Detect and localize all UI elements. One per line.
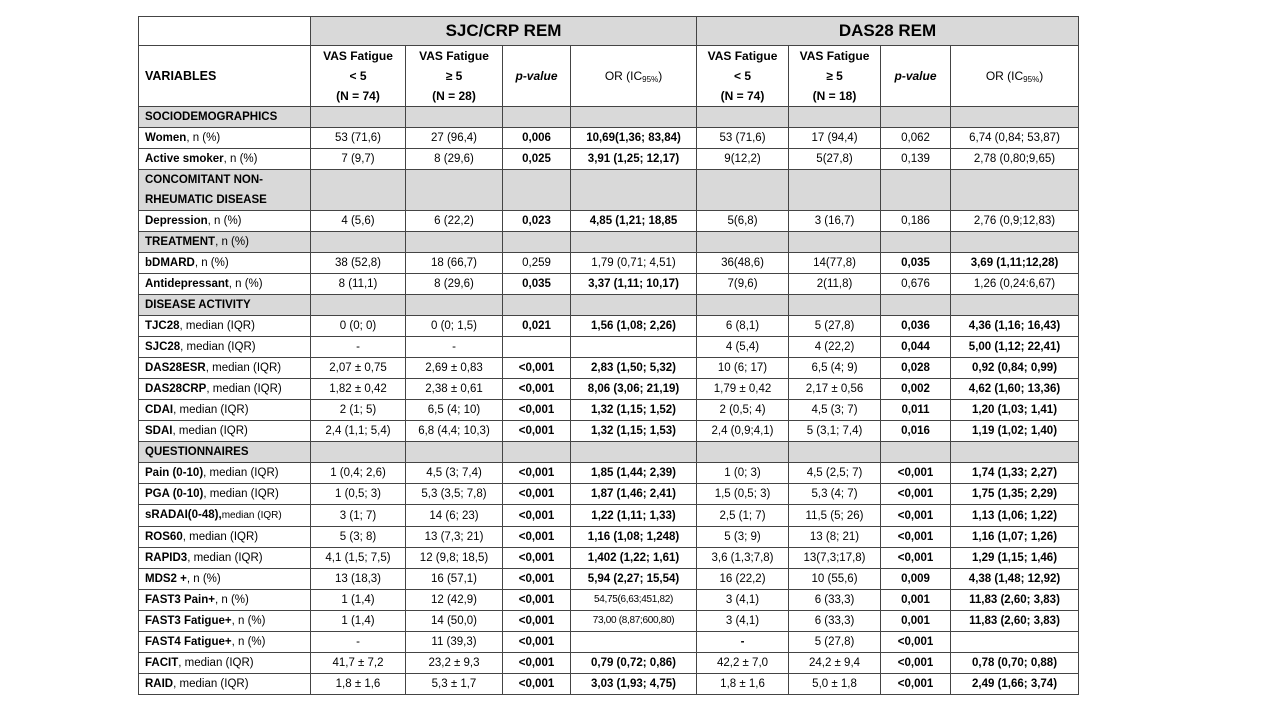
col-header-vas-lt5-das: VAS Fatigue < 5 (N = 74) <box>697 46 789 107</box>
table-row <box>139 400 1079 421</box>
cell-vas-ge5-sjc: 6,5 (4; 10) <box>406 400 503 421</box>
col-header-vas-lt5-sjc: VAS Fatigue < 5 (N = 74) <box>311 46 406 107</box>
cell-or-das: 2,49 (1,66; 3,74) <box>951 674 1079 695</box>
cell-vas-lt5-das: 36(48,6) <box>697 253 789 274</box>
cell-or-sjc: 2,83 (1,50; 5,32) <box>571 358 697 379</box>
col-header-pvalue-sjc: p-value <box>503 46 571 107</box>
cell-vas-ge5-das: 17 (94,4) <box>789 128 881 149</box>
cell-vas-lt5-sjc: 1,8 ± 1,6 <box>311 674 406 695</box>
variable-name: Active smoker, n (%) <box>139 149 311 170</box>
cell-vas-ge5-das: 13(7,3;17,8) <box>789 548 881 569</box>
cell-or-sjc: 1,79 (0,71; 4,51) <box>571 253 697 274</box>
cell-vas-ge5-das: 6 (33,3) <box>789 590 881 611</box>
cell-vas-ge5-sjc: 12 (9,8; 18,5) <box>406 548 503 569</box>
cell-vas-lt5-das: 1,8 ± 1,6 <box>697 674 789 695</box>
cell-vas-ge5-sjc: 5,3 (3,5; 7,8) <box>406 484 503 505</box>
cell-pvalue-das: 0,001 <box>881 590 951 611</box>
cell-or-das: 4,36 (1,16; 16,43) <box>951 316 1079 337</box>
section-row <box>139 442 1079 463</box>
cell-vas-lt5-das: 2,5 (1; 7) <box>697 505 789 527</box>
cell-vas-ge5-das: 4,5 (2,5; 7) <box>789 463 881 484</box>
cell-vas-lt5-das: 1,5 (0,5; 3) <box>697 484 789 505</box>
table-row <box>139 211 1079 232</box>
cell-pvalue-das: 0,036 <box>881 316 951 337</box>
cell-vas-ge5-das: 2(11,8) <box>789 274 881 295</box>
blank-corner <box>139 17 311 46</box>
cell-vas-ge5-das: 14(77,8) <box>789 253 881 274</box>
cell-pvalue-sjc: <0,001 <box>503 527 571 548</box>
cell-vas-ge5-das: 4 (22,2) <box>789 337 881 358</box>
cell-vas-ge5-das: 2,17 ± 0,56 <box>789 379 881 400</box>
cell-pvalue-sjc: <0,001 <box>503 358 571 379</box>
table-row <box>139 358 1079 379</box>
cell-or-das: 0,78 (0,70; 0,88) <box>951 653 1079 674</box>
cell-or-das: 4,62 (1,60; 13,36) <box>951 379 1079 400</box>
cell-pvalue-sjc: <0,001 <box>503 400 571 421</box>
cell-vas-lt5-das: 1,79 ± 0,42 <box>697 379 789 400</box>
cell-or-das: 11,83 (2,60; 3,83) <box>951 611 1079 632</box>
cell-or-das: 4,38 (1,48; 12,92) <box>951 569 1079 590</box>
cell-vas-ge5-das: 5 (27,8) <box>789 316 881 337</box>
cell-or-das: 6,74 (0,84; 53,87) <box>951 128 1079 149</box>
table-row <box>139 379 1079 400</box>
cell-or-sjc: 1,402 (1,22; 1,61) <box>571 548 697 569</box>
cell-or-das: 1,75 (1,35; 2,29) <box>951 484 1079 505</box>
cell-vas-ge5-sjc: 2,38 ± 0,61 <box>406 379 503 400</box>
cell-vas-lt5-sjc: 8 (11,1) <box>311 274 406 295</box>
group-sjc-crp-rem: SJC/CRP REM <box>311 17 697 46</box>
cell-or-sjc: 0,79 (0,72; 0,86) <box>571 653 697 674</box>
table-row <box>139 316 1079 337</box>
cell-vas-lt5-sjc: 4 (5,6) <box>311 211 406 232</box>
cell-vas-ge5-das: 3 (16,7) <box>789 211 881 232</box>
cell-or-sjc: 1,32 (1,15; 1,52) <box>571 400 697 421</box>
cell-or-sjc: 3,91 (1,25; 12,17) <box>571 149 697 170</box>
cell-vas-ge5-sjc: 27 (96,4) <box>406 128 503 149</box>
cell-pvalue-das: 0,016 <box>881 421 951 442</box>
cell-pvalue-sjc: <0,001 <box>503 421 571 442</box>
cell-or-das: 1,20 (1,03; 1,41) <box>951 400 1079 421</box>
cell-pvalue-sjc: 0,035 <box>503 274 571 295</box>
variable-name: DAS28ESR, median (IQR) <box>139 358 311 379</box>
variable-name: FAST4 Fatigue+, n (%) <box>139 632 311 653</box>
cell-vas-lt5-sjc: 1,82 ± 0,42 <box>311 379 406 400</box>
cell-pvalue-sjc <box>503 337 571 358</box>
cell-or-sjc: 10,69(1,36; 83,84) <box>571 128 697 149</box>
cell-pvalue-sjc: <0,001 <box>503 463 571 484</box>
cell-vas-lt5-sjc: 7 (9,7) <box>311 149 406 170</box>
cell-pvalue-sjc: <0,001 <box>503 569 571 590</box>
variable-name: SDAI, median (IQR) <box>139 421 311 442</box>
section-row <box>139 295 1079 316</box>
cell-vas-lt5-das: 7(9,6) <box>697 274 789 295</box>
cell-or-sjc: 1,16 (1,08; 1,248) <box>571 527 697 548</box>
cell-vas-lt5-das: - <box>697 632 789 653</box>
section-disease-activity: DISEASE ACTIVITY <box>139 295 311 316</box>
variable-name: sRADAI(0-48),median (IQR) <box>139 505 311 527</box>
cell-or-das: 2,76 (0,9;12,83) <box>951 211 1079 232</box>
variable-name: FACIT, median (IQR) <box>139 653 311 674</box>
cell-pvalue-das: 0,009 <box>881 569 951 590</box>
cell-vas-lt5-das: 1 (0; 3) <box>697 463 789 484</box>
cell-or-sjc: 1,56 (1,08; 2,26) <box>571 316 697 337</box>
section-row <box>139 107 1079 128</box>
cell-vas-lt5-sjc: 0 (0; 0) <box>311 316 406 337</box>
cell-vas-ge5-sjc: 16 (57,1) <box>406 569 503 590</box>
cell-or-sjc: 3,37 (1,11; 10,17) <box>571 274 697 295</box>
cell-or-sjc: 4,85 (1,21; 18,85 <box>571 211 697 232</box>
cell-vas-ge5-das: 6,5 (4; 9) <box>789 358 881 379</box>
cell-vas-lt5-das: 10 (6; 17) <box>697 358 789 379</box>
cell-vas-ge5-das: 5(27,8) <box>789 149 881 170</box>
cell-pvalue-sjc: <0,001 <box>503 484 571 505</box>
cell-vas-lt5-sjc: - <box>311 337 406 358</box>
cell-pvalue-sjc: <0,001 <box>503 505 571 527</box>
group-header-row <box>139 17 1079 46</box>
cell-vas-lt5-das: 2 (0,5; 4) <box>697 400 789 421</box>
variable-name: SJC28, median (IQR) <box>139 337 311 358</box>
cell-vas-lt5-sjc: 53 (71,6) <box>311 128 406 149</box>
cell-vas-lt5-sjc: 38 (52,8) <box>311 253 406 274</box>
cell-pvalue-das: 0,676 <box>881 274 951 295</box>
cell-pvalue-das: <0,001 <box>881 548 951 569</box>
cell-vas-ge5-das: 5,3 (4; 7) <box>789 484 881 505</box>
cell-pvalue-das: 0,028 <box>881 358 951 379</box>
cell-pvalue-das: <0,001 <box>881 463 951 484</box>
cell-pvalue-das: <0,001 <box>881 632 951 653</box>
variable-name: Women, n (%) <box>139 128 311 149</box>
cell-or-das: 11,83 (2,60; 3,83) <box>951 590 1079 611</box>
cell-vas-ge5-sjc: 4,5 (3; 7,4) <box>406 463 503 484</box>
cell-vas-ge5-das: 6 (33,3) <box>789 611 881 632</box>
cell-vas-ge5-sjc: 13 (7,3; 21) <box>406 527 503 548</box>
cell-vas-lt5-das: 2,4 (0,9;4,1) <box>697 421 789 442</box>
cell-vas-ge5-sjc: 11 (39,3) <box>406 632 503 653</box>
variable-name: Pain (0-10), median (IQR) <box>139 463 311 484</box>
cell-vas-lt5-sjc: 1 (0,5; 3) <box>311 484 406 505</box>
cell-vas-ge5-das: 5,0 ± 1,8 <box>789 674 881 695</box>
variable-name: TJC28, median (IQR) <box>139 316 311 337</box>
cell-or-das: 0,92 (0,84; 0,99) <box>951 358 1079 379</box>
variable-name: CDAI, median (IQR) <box>139 400 311 421</box>
cell-or-das: 1,16 (1,07; 1,26) <box>951 527 1079 548</box>
cell-vas-ge5-das: 4,5 (3; 7) <box>789 400 881 421</box>
cell-vas-lt5-das: 5(6,8) <box>697 211 789 232</box>
group-das28-rem: DAS28 REM <box>697 17 1079 46</box>
variable-name: FAST3 Pain+, n (%) <box>139 590 311 611</box>
cell-vas-lt5-sjc: 2,07 ± 0,75 <box>311 358 406 379</box>
cell-vas-ge5-das: 5 (27,8) <box>789 632 881 653</box>
cell-pvalue-sjc: <0,001 <box>503 674 571 695</box>
cell-pvalue-das: <0,001 <box>881 505 951 527</box>
cell-vas-ge5-sjc: 0 (0; 1,5) <box>406 316 503 337</box>
cell-vas-lt5-das: 4 (5,4) <box>697 337 789 358</box>
cell-pvalue-sjc: <0,001 <box>503 379 571 400</box>
cell-or-sjc: 1,85 (1,44; 2,39) <box>571 463 697 484</box>
col-header-vas-ge5-das: VAS Fatigue ≥ 5 (N = 18) <box>789 46 881 107</box>
cell-vas-ge5-das: 10 (55,6) <box>789 569 881 590</box>
table-row <box>139 527 1079 548</box>
table-row <box>139 569 1079 590</box>
results-table <box>138 16 1079 695</box>
variable-name: FAST3 Fatigue+, n (%) <box>139 611 311 632</box>
col-header-vas-ge5-sjc: VAS Fatigue ≥ 5 (N = 28) <box>406 46 503 107</box>
cell-vas-ge5-das: 13 (8; 21) <box>789 527 881 548</box>
table-row <box>139 463 1079 484</box>
cell-vas-lt5-sjc: 2,4 (1,1; 5,4) <box>311 421 406 442</box>
cell-pvalue-sjc: <0,001 <box>503 590 571 611</box>
table-row <box>139 632 1079 653</box>
cell-vas-lt5-sjc: 1 (1,4) <box>311 611 406 632</box>
cell-vas-lt5-sjc: 13 (18,3) <box>311 569 406 590</box>
variable-name: DAS28CRP, median (IQR) <box>139 379 311 400</box>
cell-pvalue-das: 0,001 <box>881 611 951 632</box>
cell-vas-ge5-sjc: 12 (42,9) <box>406 590 503 611</box>
cell-vas-lt5-das: 6 (8,1) <box>697 316 789 337</box>
cell-pvalue-sjc: <0,001 <box>503 653 571 674</box>
cell-vas-ge5-sjc: 2,69 ± 0,83 <box>406 358 503 379</box>
cell-vas-ge5-sjc: 14 (6; 23) <box>406 505 503 527</box>
section-questionnaires: QUESTIONNAIRES <box>139 442 311 463</box>
results-table-container <box>138 16 1078 695</box>
table-row <box>139 653 1079 674</box>
cell-or-sjc: 5,94 (2,27; 15,54) <box>571 569 697 590</box>
cell-or-sjc: 1,87 (1,46; 2,41) <box>571 484 697 505</box>
cell-pvalue-sjc: 0,021 <box>503 316 571 337</box>
table-row <box>139 337 1079 358</box>
cell-or-sjc: 1,32 (1,15; 1,53) <box>571 421 697 442</box>
cell-vas-lt5-sjc: 41,7 ± 7,2 <box>311 653 406 674</box>
table-row <box>139 128 1079 149</box>
cell-vas-lt5-das: 42,2 ± 7,0 <box>697 653 789 674</box>
cell-pvalue-das: 0,139 <box>881 149 951 170</box>
cell-or-das: 1,13 (1,06; 1,22) <box>951 505 1079 527</box>
cell-pvalue-das: 0,035 <box>881 253 951 274</box>
table-row <box>139 505 1079 527</box>
cell-or-sjc: 1,22 (1,11; 1,33) <box>571 505 697 527</box>
cell-vas-ge5-sjc: 8 (29,6) <box>406 274 503 295</box>
cell-pvalue-das: 0,044 <box>881 337 951 358</box>
cell-pvalue-sjc: 0,259 <box>503 253 571 274</box>
table-row <box>139 611 1079 632</box>
cell-vas-lt5-sjc: 1 (0,4; 2,6) <box>311 463 406 484</box>
cell-vas-lt5-sjc: 3 (1; 7) <box>311 505 406 527</box>
cell-or-sjc: 54,75(6,63;451,82) <box>571 590 697 611</box>
cell-or-das: 1,74 (1,33; 2,27) <box>951 463 1079 484</box>
cell-or-das: 1,26 (0,24:6,67) <box>951 274 1079 295</box>
cell-vas-ge5-sjc: 6,8 (4,4; 10,3) <box>406 421 503 442</box>
cell-vas-ge5-sjc: 8 (29,6) <box>406 149 503 170</box>
variable-name: Antidepressant, n (%) <box>139 274 311 295</box>
cell-or-sjc <box>571 632 697 653</box>
cell-vas-ge5-das: 24,2 ± 9,4 <box>789 653 881 674</box>
cell-pvalue-das: 0,186 <box>881 211 951 232</box>
cell-pvalue-das: 0,002 <box>881 379 951 400</box>
cell-pvalue-sjc: <0,001 <box>503 611 571 632</box>
cell-pvalue-das: <0,001 <box>881 674 951 695</box>
cell-pvalue-sjc: 0,025 <box>503 149 571 170</box>
col-header-or-das: OR $(IC_{95\%})$ <box>951 46 1079 107</box>
cell-or-sjc: 73,00 (8,87;600,80) <box>571 611 697 632</box>
cell-or-sjc: 3,03 (1,93; 4,75) <box>571 674 697 695</box>
table-row <box>139 590 1079 611</box>
section-row <box>139 170 1079 211</box>
table-row <box>139 548 1079 569</box>
variable-name: bDMARD, n (%) <box>139 253 311 274</box>
cell-vas-lt5-sjc: 4,1 (1,5; 7,5) <box>311 548 406 569</box>
table-row <box>139 274 1079 295</box>
cell-pvalue-das: <0,001 <box>881 527 951 548</box>
cell-vas-lt5-das: 3 (4,1) <box>697 590 789 611</box>
cell-vas-lt5-das: 16 (22,2) <box>697 569 789 590</box>
cell-vas-lt5-sjc: 5 (3; 8) <box>311 527 406 548</box>
cell-or-das: 1,19 (1,02; 1,40) <box>951 421 1079 442</box>
cell-vas-ge5-sjc: 5,3 ± 1,7 <box>406 674 503 695</box>
cell-vas-ge5-das: 11,5 (5; 26) <box>789 505 881 527</box>
cell-pvalue-das: 0,062 <box>881 128 951 149</box>
cell-vas-ge5-das: 5 (3,1; 7,4) <box>789 421 881 442</box>
cell-pvalue-sjc: 0,023 <box>503 211 571 232</box>
cell-vas-ge5-sjc: 18 (66,7) <box>406 253 503 274</box>
cell-pvalue-sjc: <0,001 <box>503 632 571 653</box>
cell-pvalue-sjc: 0,006 <box>503 128 571 149</box>
cell-vas-lt5-das: 9(12,2) <box>697 149 789 170</box>
variable-name: Depression, n (%) <box>139 211 311 232</box>
cell-vas-lt5-sjc: 2 (1; 5) <box>311 400 406 421</box>
cell-vas-lt5-das: 5 (3; 9) <box>697 527 789 548</box>
cell-vas-lt5-das: 3 (4,1) <box>697 611 789 632</box>
cell-vas-lt5-sjc: - <box>311 632 406 653</box>
cell-or-das: 2,78 (0,80;9,65) <box>951 149 1079 170</box>
variable-name: PGA (0-10), median (IQR) <box>139 484 311 505</box>
section-concomitant: CONCOMITANT NON-RHEUMATIC DISEASE <box>139 170 311 211</box>
cell-vas-ge5-sjc: 14 (50,0) <box>406 611 503 632</box>
col-header-or-sjc: OR $(IC_{95\%})$ <box>571 46 697 107</box>
variables-header: VARIABLES <box>139 46 311 107</box>
table-row <box>139 484 1079 505</box>
cell-vas-lt5-sjc: 1 (1,4) <box>311 590 406 611</box>
cell-or-sjc <box>571 337 697 358</box>
variable-name: RAID, median (IQR) <box>139 674 311 695</box>
variable-name: MDS2 +, n (%) <box>139 569 311 590</box>
cell-or-das <box>951 632 1079 653</box>
cell-or-das: 5,00 (1,12; 22,41) <box>951 337 1079 358</box>
cell-or-sjc: 8,06 (3,06; 21,19) <box>571 379 697 400</box>
table-row <box>139 149 1079 170</box>
cell-pvalue-das: <0,001 <box>881 484 951 505</box>
variable-name: RAPID3, median (IQR) <box>139 548 311 569</box>
section-sociodemographics: SOCIODEMOGRAPHICS <box>139 107 311 128</box>
col-header-pvalue-das: p-value <box>881 46 951 107</box>
cell-or-das: 1,29 (1,15; 1,46) <box>951 548 1079 569</box>
cell-pvalue-das: 0,011 <box>881 400 951 421</box>
table-row <box>139 253 1079 274</box>
variable-name: ROS60, median (IQR) <box>139 527 311 548</box>
cell-pvalue-sjc: <0,001 <box>503 548 571 569</box>
cell-vas-lt5-das: 53 (71,6) <box>697 128 789 149</box>
column-header-row <box>139 46 1079 107</box>
table-row <box>139 421 1079 442</box>
cell-vas-ge5-sjc: 6 (22,2) <box>406 211 503 232</box>
cell-vas-ge5-sjc: - <box>406 337 503 358</box>
section-treatment: TREATMENT, n (%) <box>139 232 311 253</box>
section-row <box>139 232 1079 253</box>
cell-or-das: 3,69 (1,11;12,28) <box>951 253 1079 274</box>
cell-pvalue-das: <0,001 <box>881 653 951 674</box>
cell-vas-lt5-das: 3,6 (1,3;7,8) <box>697 548 789 569</box>
cell-vas-ge5-sjc: 23,2 ± 9,3 <box>406 653 503 674</box>
table-row <box>139 674 1079 695</box>
